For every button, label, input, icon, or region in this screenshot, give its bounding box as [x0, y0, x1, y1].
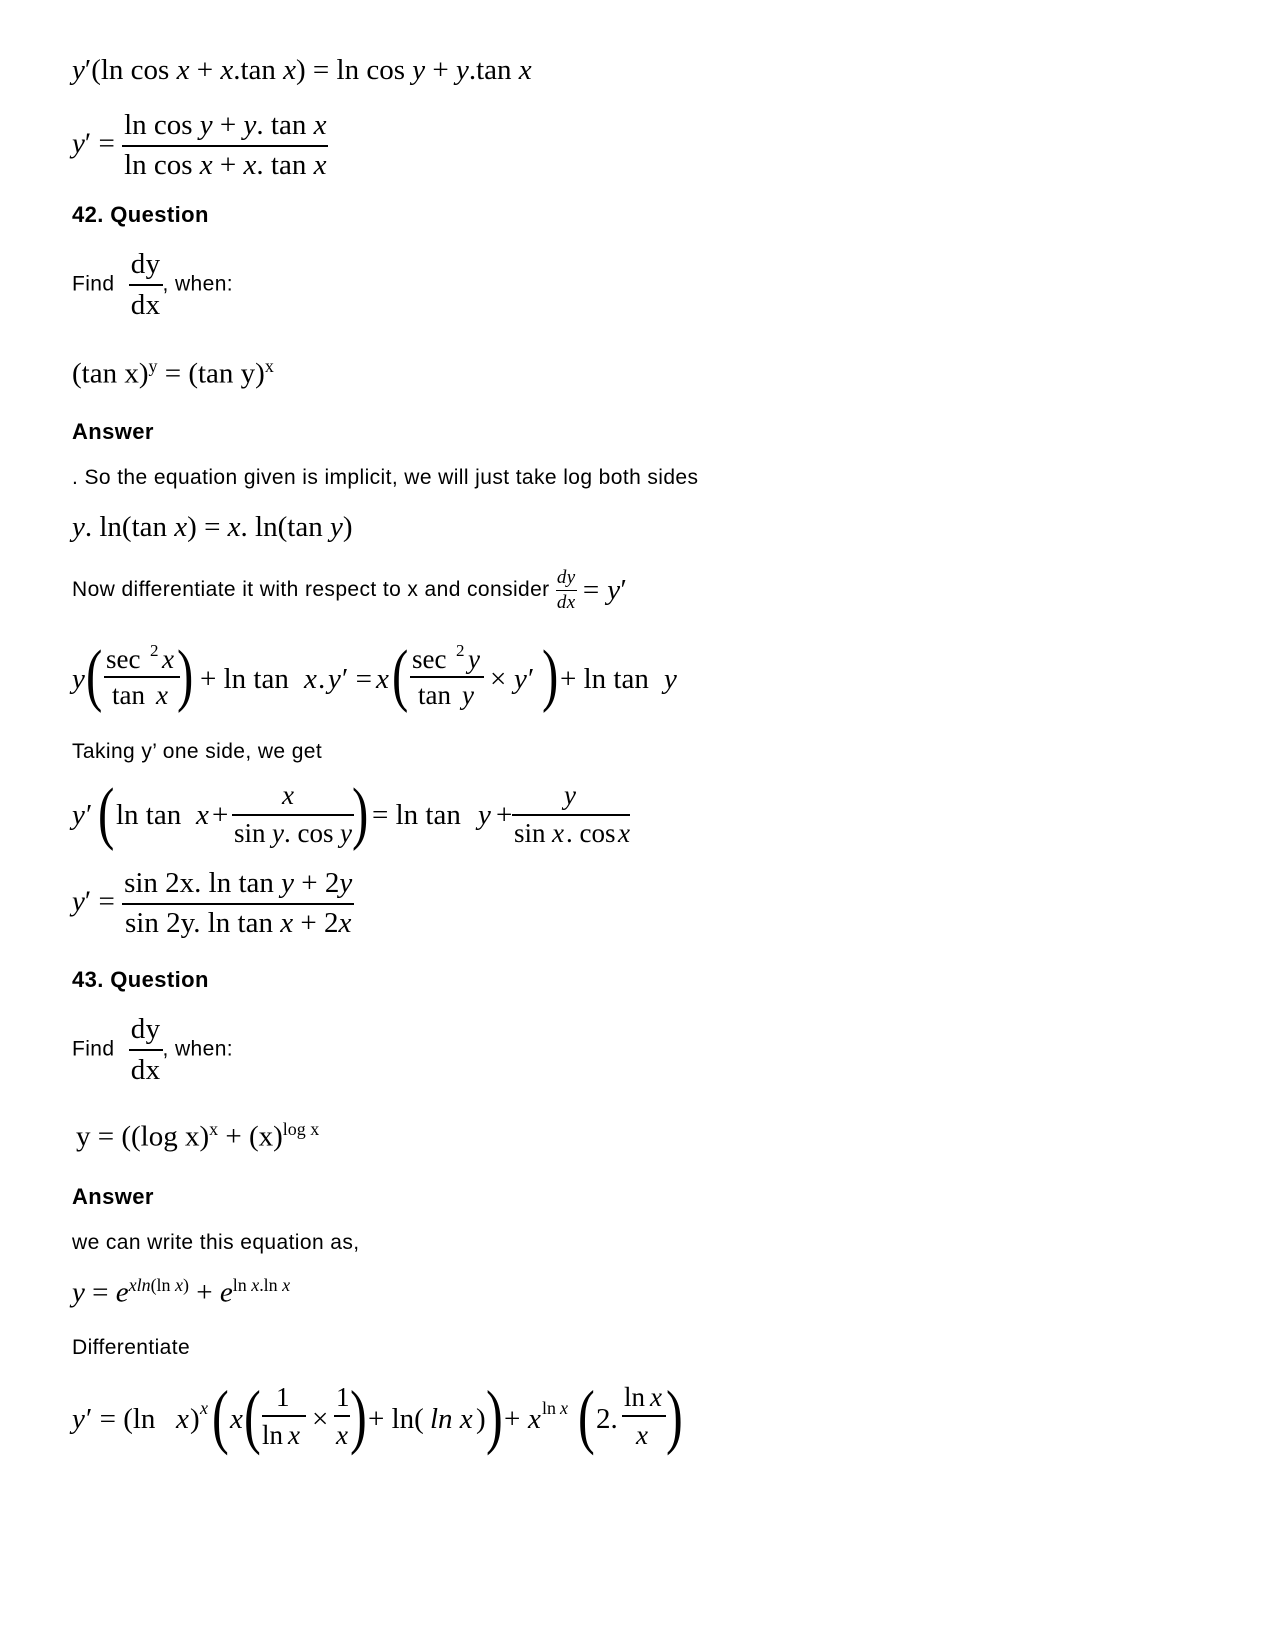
dy-dx-inline-fraction: $\frac{dy}{dx}$ [556, 567, 576, 613]
dy-dx-fraction [129, 1013, 163, 1087]
svg-text:(: ( [212, 1377, 229, 1457]
svg-text:′ = (ln: ′ = (ln [86, 1403, 156, 1435]
svg-text:x: x [650, 1382, 662, 1412]
svg-text:y: y [340, 818, 352, 848]
q42-step2-text: Now differentiate it with respect to x and consider [72, 577, 550, 601]
svg-text:): ) [177, 636, 194, 715]
svg-text:sin: sin [234, 818, 266, 848]
q42-step2-equation [72, 636, 712, 720]
q42-step2-line [72, 568, 627, 613]
q43-answer-heading: Answer [72, 1184, 154, 1209]
svg-text:x: x [376, 663, 389, 695]
svg-text:x: x [282, 780, 294, 810]
when-label: , when: [162, 1037, 234, 1061]
q42-step3-text: Taking y’ one side, we get [72, 740, 323, 763]
q43-given-equation: y = ((log $x)^x + (x)^{log x}$ [76, 1119, 320, 1153]
q43-step1-equation: $y = e^{xln(ln x)} + e^{ln x.ln x}$ [72, 1275, 291, 1309]
dx: dx [129, 284, 163, 322]
svg-text:(: ( [86, 636, 103, 715]
q42-answer-heading: Answer [72, 419, 154, 444]
svg-text:tan: tan [112, 680, 145, 710]
q41-equation-1: y′(ln cos x + x.tan x) = ln cos y + y.tan x [72, 54, 532, 86]
svg-text:(: ( [392, 636, 409, 715]
svg-text:1: 1 [276, 1382, 290, 1412]
svg-text:+: + [212, 799, 229, 831]
q42-step1-text: . So the equation given is implicit, we will just take log both sides [72, 466, 699, 489]
svg-text:y: y [272, 818, 284, 848]
svg-text:ln x: ln x [430, 1403, 473, 1435]
svg-text:y: y [462, 680, 474, 710]
svg-text:x: x [176, 1403, 189, 1435]
svg-text:sec: sec [106, 644, 141, 674]
svg-text:y: y [564, 780, 576, 810]
svg-text:x: x [618, 818, 630, 848]
q42-find-line [72, 248, 233, 322]
svg-text:): ) [665, 1377, 683, 1457]
svg-text:): ) [190, 1403, 200, 1435]
dy-dx-fraction [129, 248, 163, 322]
find-word: Find [72, 1037, 115, 1061]
svg-text:+ ln tan: + ln tan [200, 663, 289, 695]
svg-text:′: ′ [528, 663, 535, 695]
svg-text:+ ln(: + ln( [368, 1403, 424, 1435]
svg-text:(: ( [243, 1377, 261, 1457]
svg-text:y: y [514, 663, 527, 695]
svg-text:. cos: . cos [284, 818, 334, 848]
svg-text:1: 1 [336, 1382, 350, 1412]
svg-text:+: + [496, 799, 513, 831]
svg-text:sin: sin [514, 818, 546, 848]
q42-step1-equation: y. ln(tan x) = x. ln(tan y) [72, 511, 353, 543]
svg-text:y: y [72, 663, 85, 695]
svg-text:y: y [72, 799, 85, 831]
dx: dx [129, 1049, 163, 1087]
svg-text:y: y [328, 663, 341, 695]
q42-step3-equation-graphic [72, 774, 672, 858]
q43-find-line [72, 1013, 233, 1087]
svg-text:2: 2 [150, 641, 159, 660]
q42-given-equation: (tan x)$^y$ = (tan y)$^x$ [72, 356, 274, 390]
svg-text:y: y [664, 663, 677, 695]
svg-text:x: x [162, 644, 174, 674]
q43-step2-equation-graphic [72, 1378, 712, 1458]
svg-text:= ln tan: = ln tan [372, 799, 461, 831]
svg-text:y: y [478, 799, 491, 831]
q42-result-fraction: $\frac{\text{sin 2x. ln tan y + 2y}}{\text{sin 2y. ln tan x + 2x}}$ [124, 867, 353, 939]
when-label: , when: [162, 272, 234, 296]
svg-text:x: x [288, 1420, 300, 1450]
dy: dy [130, 1013, 161, 1045]
svg-text:): ) [486, 1377, 503, 1457]
svg-text:x: x [200, 1398, 208, 1418]
svg-text:.: . [318, 663, 326, 695]
svg-text:+ ln tan: + ln tan [560, 663, 649, 695]
svg-text:): ) [542, 636, 559, 715]
svg-text:ln tan: ln tan [116, 799, 182, 831]
svg-text:tan: tan [418, 680, 451, 710]
svg-text:): ) [352, 774, 369, 853]
svg-text:x: x [552, 818, 564, 848]
svg-text:ln: ln [262, 1420, 284, 1450]
q42-step3-equation [72, 774, 672, 858]
svg-text:2.: 2. [596, 1403, 618, 1435]
q42-result-equation: y′ = $\frac{\text{sin 2x. ln tan y + 2y}}{\text{sin 2y. ln tan x + 2x}}$ [72, 867, 353, 939]
q43-step2-text: Differentiate [72, 1336, 191, 1359]
svg-text:x: x [230, 1403, 243, 1435]
svg-text:x: x [196, 799, 209, 831]
svg-text:x: x [156, 680, 168, 710]
find-word: Find [72, 272, 115, 296]
svg-text:x: x [560, 1398, 568, 1418]
svg-text:sec: sec [412, 644, 447, 674]
equals-y-prime: = y′ [582, 573, 628, 606]
q42-heading: 42. Question [72, 202, 209, 227]
svg-text:x: x [528, 1403, 541, 1435]
q42-step2-equation-graphic [72, 636, 712, 720]
svg-text:x: x [304, 663, 317, 695]
svg-text:ln: ln [624, 1382, 646, 1412]
svg-text:): ) [350, 1377, 367, 1457]
svg-text:×: × [490, 663, 507, 695]
svg-text:x: x [336, 1420, 348, 1450]
dy: dy [130, 248, 161, 280]
svg-text:+: + [504, 1403, 521, 1435]
q43-step2-equation [72, 1378, 712, 1458]
q43-step1-text: we can write this equation as, [72, 1231, 360, 1254]
svg-text:y: y [468, 644, 480, 674]
svg-text:(: ( [98, 774, 115, 853]
svg-text:2: 2 [456, 641, 465, 660]
svg-text:′ =: ′ = [342, 663, 372, 695]
svg-text:): ) [476, 1403, 486, 1435]
svg-text:y: y [72, 1403, 85, 1435]
svg-text:(: ( [578, 1377, 595, 1457]
svg-text:. cos: . cos [566, 818, 616, 848]
svg-text:′: ′ [86, 799, 93, 831]
q41-result-fraction: $\frac{\text{ln cos y + y. tan x}}{\text{ln cos x + x. tan x}}$ [124, 109, 327, 181]
q41-result-equation: y′ = $\frac{\text{ln cos y + y. tan x}}{\text{ln cos x + x. tan x}}$ [72, 109, 327, 181]
svg-text:x: x [636, 1420, 648, 1450]
svg-text:ln: ln [542, 1398, 557, 1418]
q43-heading: 43. Question [72, 967, 209, 992]
svg-text:×: × [312, 1403, 329, 1435]
